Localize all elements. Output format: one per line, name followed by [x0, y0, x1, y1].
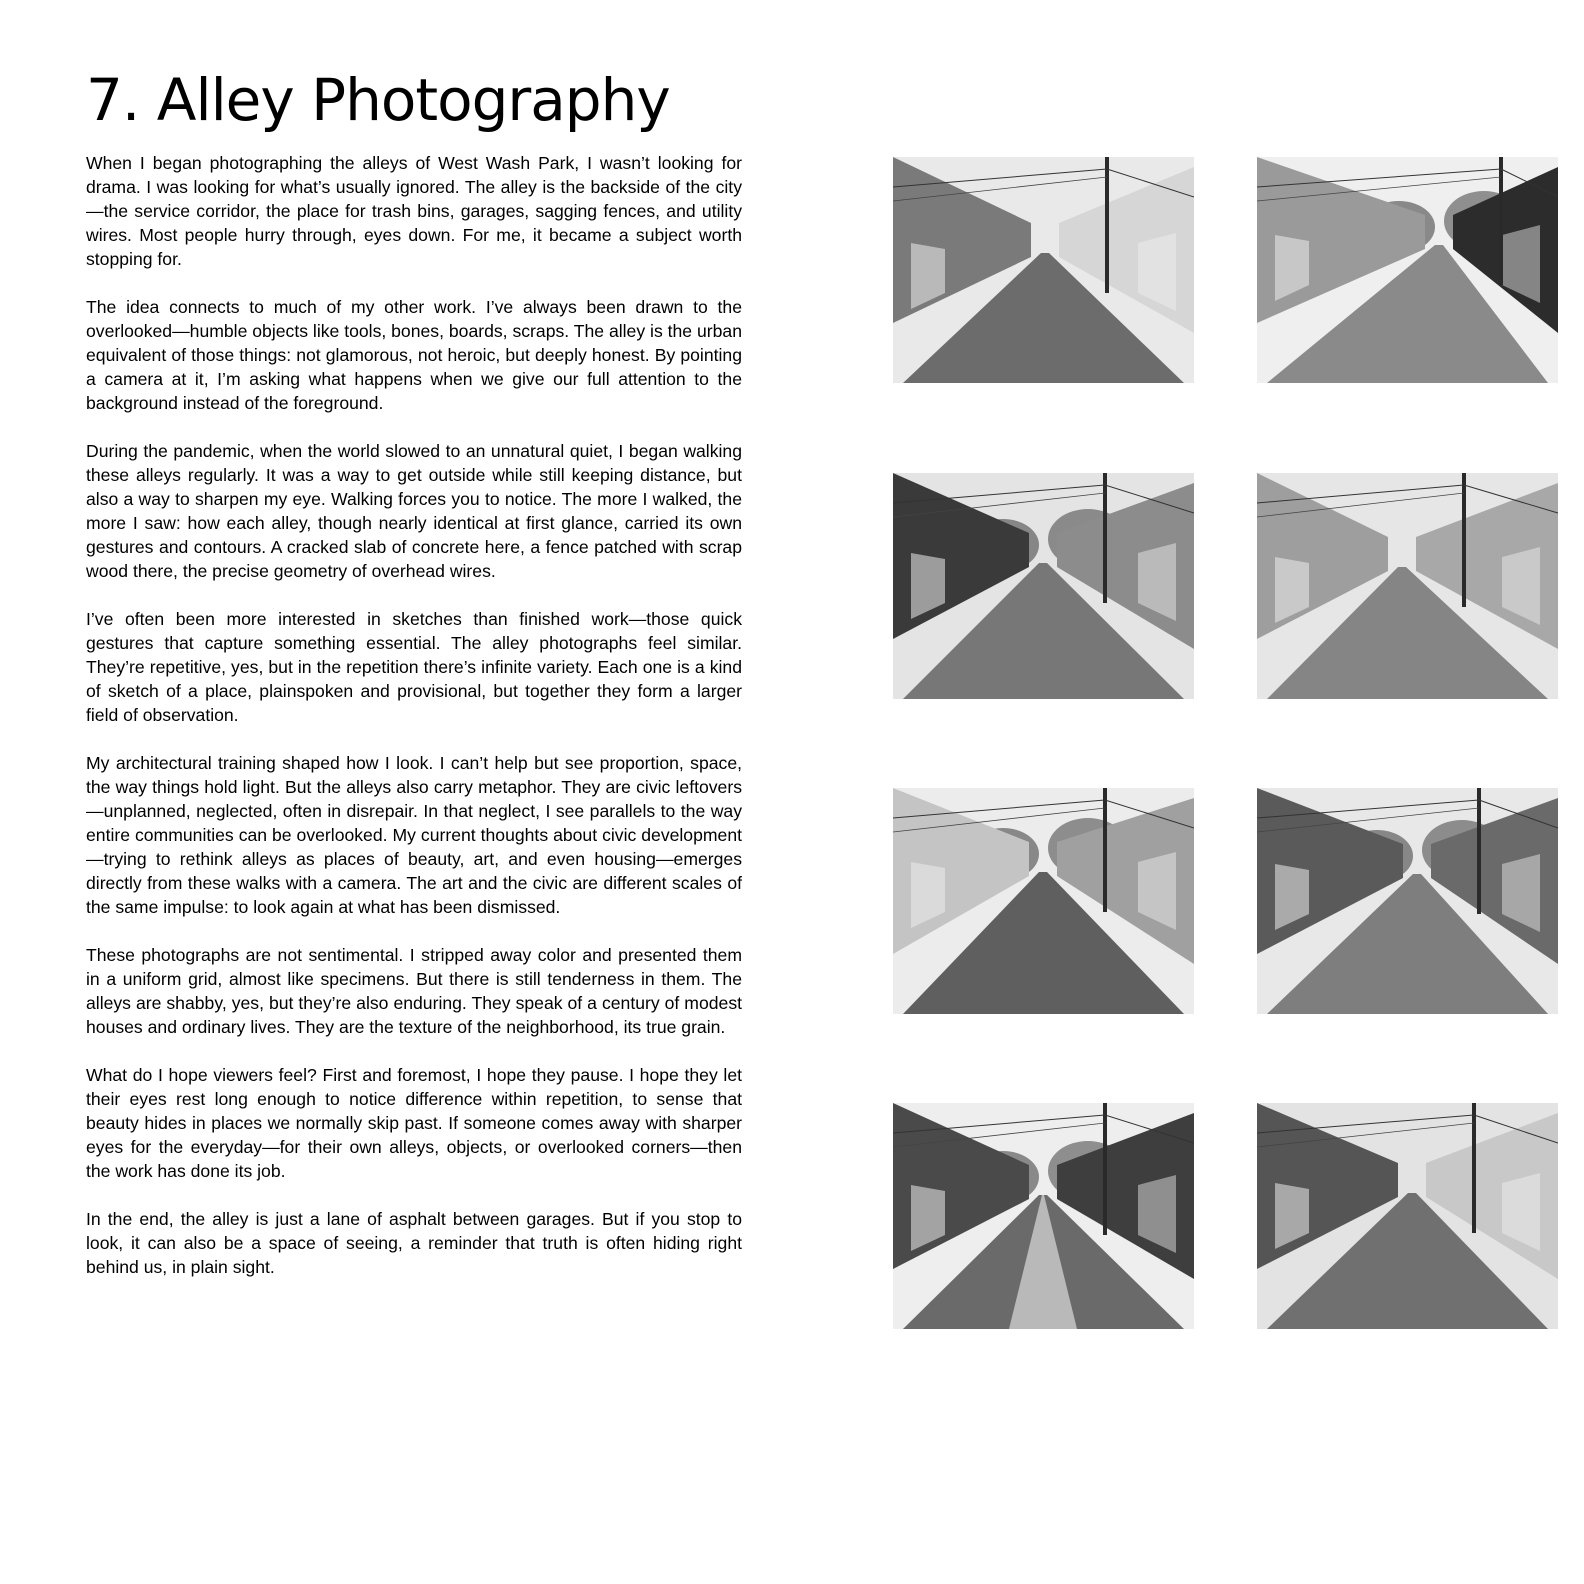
alley-photo-5: [893, 788, 1194, 1014]
essay-paragraph-6: These photographs are not sentimental. I stripped away color and presented them in a uniform grid, almost like specimens. But there is still tenderness in them. The alleys are shabby, yes, but they’re also enduring. They speak of a century of modest houses and ordinary lives. They are the texture of the neighborhood, its true grain.: [86, 945, 742, 1037]
essay-paragraph-7: What do I hope viewers feel? First and foremost, I hope they pause. I hope they let their eyes rest long enough to notice difference within repetition, to sense that beauty hides in places we normally skip past. If someone comes away with sharper eyes for the everyday—for their own alleys, objects, or overlooked corners—then the work has done its job.: [86, 1065, 742, 1181]
alley-scene-graphic: [1257, 788, 1558, 1014]
alley-photo-7: [893, 1103, 1194, 1329]
essay-paragraph-8: In the end, the alley is just a lane of asphalt between garages. But if you stop to look, it can also be a space of seeing, a reminder that truth is often hiding right behind us, in plain sight.: [86, 1209, 742, 1277]
alley-photo-4: [1257, 473, 1558, 699]
essay-paragraph-3: During the pandemic, when the world slowed to an unnatural quiet, I began walking these alleys regularly. It was a way to get outside while still keeping distance, but also a way to sharpen my eye. Walking forces you to notice. The more I walked, the more I saw: how each alley, though nearly identical at first glance, carried its own gestures and contours. A cracked slab of concrete here, a fence patched with scrap wood there, the precise geometry of overhead wires.: [86, 441, 742, 581]
essay-body: [86, 151, 742, 1303]
alley-photo-3: [893, 473, 1194, 699]
alley-scene-graphic: [1257, 473, 1558, 699]
alley-photo-2: [1257, 157, 1558, 383]
essay-paragraph-5: My architectural training shaped how I look. I can’t help but see proportion, space, the way things hold light. But the alleys also carry metaphor. They are civic leftovers—unplanned, neglected, often in disrepair. In that neglect, I see parallels to the way entire communities can be overlooked. My current thoughts about civic development—trying to rethink alleys as places of beauty, art, and even housing—emerges directly from these walks with a camera. The art and the civic are different scales of the same impulse: to look again at what has been dismissed.: [86, 753, 742, 917]
alley-scene-graphic: [1257, 157, 1558, 383]
essay-paragraph-4: I’ve often been more interested in sketches than finished work—those quick gestures that capture something essential. The alley photographs feel similar. They’re repetitive, yes, but in the repetition there’s infinite variety. Each one is a kind of sketch of a place, plainspoken and provisional, but together they form a larger field of observation.: [86, 609, 742, 725]
essay-paragraph-1: When I began photographing the alleys of West Wash Park, I wasn’t looking for drama. I was looking for what’s usually ignored. The alley is the backside of the city—the service corridor, the place for trash bins, garages, sagging fences, and utility wires. Most people hurry through, eyes down. For me, it became a subject worth stopping for.: [86, 153, 742, 269]
essay-paragraph-2: The idea connects to much of my other work. I’ve always been drawn to the overlooked—humble objects like tools, bones, boards, scraps. The alley is the urban equivalent of those things: not glamorous, not heroic, but deeply honest. By pointing a camera at it, I’m asking what happens when we give our full attention to the background instead of the foreground.: [86, 297, 742, 413]
alley-photo-6: [1257, 788, 1558, 1014]
alley-scene-graphic: [893, 1103, 1194, 1329]
alley-scene-graphic: [1257, 1103, 1558, 1329]
alley-photo-1: [893, 157, 1194, 383]
alley-scene-graphic: [893, 788, 1194, 1014]
page-title: 7. Alley Photography: [86, 66, 670, 134]
alley-scene-graphic: [893, 473, 1194, 699]
alley-photo-8: [1257, 1103, 1558, 1329]
alley-scene-graphic: [893, 157, 1194, 383]
